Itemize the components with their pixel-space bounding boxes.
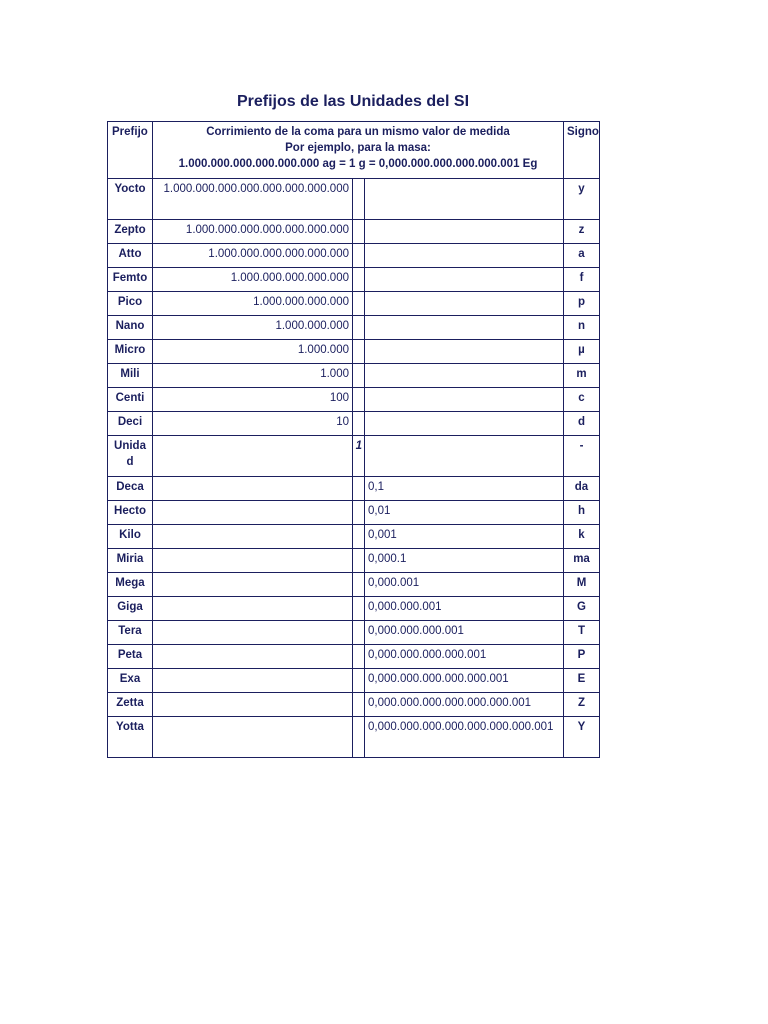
small-value-cell [153, 436, 353, 477]
small-value-cell: 1.000.000.000 [153, 316, 353, 340]
signo-cell: Y [564, 717, 600, 758]
table-row [108, 316, 600, 340]
prefijo-cell: Yocto [108, 179, 153, 220]
prefijo-cell: Peta [108, 645, 153, 669]
unit-value-cell [353, 412, 365, 436]
signo-cell: p [564, 292, 600, 316]
table-header-row [108, 122, 600, 179]
prefijo-cell: Zepto [108, 220, 153, 244]
table-row [108, 412, 600, 436]
small-value-cell: 1.000.000 [153, 340, 353, 364]
unit-value-cell [353, 621, 365, 645]
signo-cell: z [564, 220, 600, 244]
signo-cell: m [564, 364, 600, 388]
unit-value-cell [353, 501, 365, 525]
unit-value-cell [353, 717, 365, 758]
large-value-cell: 0,1 [365, 477, 564, 501]
small-value-cell: 1.000.000.000.000.000.000.000 [153, 220, 353, 244]
unit-value-cell: 1 [353, 436, 365, 477]
table-row [108, 477, 600, 501]
large-value-cell: 0,000.000.000.000.000.000.000.001 [365, 717, 564, 758]
table-row [108, 525, 600, 549]
table-row [108, 388, 600, 412]
table-row [108, 645, 600, 669]
prefijo-cell: Nano [108, 316, 153, 340]
signo-cell: n [564, 316, 600, 340]
table-row [108, 244, 600, 268]
unit-value-cell [353, 340, 365, 364]
table-row [108, 268, 600, 292]
prefijo-cell: Zetta [108, 693, 153, 717]
signo-cell: d [564, 412, 600, 436]
unit-value-cell [353, 573, 365, 597]
page-title: Prefijos de las Unidades del SI [236, 93, 470, 110]
small-value-cell: 10 [153, 412, 353, 436]
unit-value-cell [353, 477, 365, 501]
table-row [108, 597, 600, 621]
prefijo-cell: Unidad [108, 436, 153, 477]
signo-cell: k [564, 525, 600, 549]
si-prefixes-table [107, 121, 600, 758]
unit-value-cell [353, 693, 365, 717]
table-row [108, 220, 600, 244]
table-row [108, 436, 600, 477]
unit-value-cell [353, 388, 365, 412]
small-value-cell [153, 621, 353, 645]
small-value-cell: 100 [153, 388, 353, 412]
small-value-cell [153, 597, 353, 621]
prefijo-cell: Miria [108, 549, 153, 573]
prefijo-cell: Yotta [108, 717, 153, 758]
prefijo-cell: Tera [108, 621, 153, 645]
table-row [108, 573, 600, 597]
small-value-cell: 1.000.000.000.000.000.000 [153, 244, 353, 268]
prefijo-cell: Mega [108, 573, 153, 597]
large-value-cell: 0,000.000.001 [365, 597, 564, 621]
large-value-cell: 0,000.000.000.000.000.000.001 [365, 693, 564, 717]
prefijo-cell: Hecto [108, 501, 153, 525]
signo-cell: M [564, 573, 600, 597]
large-value-cell: 0,000.1 [365, 549, 564, 573]
signo-cell: f [564, 268, 600, 292]
unit-value-cell [353, 525, 365, 549]
prefijo-cell: Kilo [108, 525, 153, 549]
prefijo-cell: Giga [108, 597, 153, 621]
unit-value-cell [353, 364, 365, 388]
small-value-cell [153, 717, 353, 758]
signo-cell: - [564, 436, 600, 477]
large-value-cell: 0,000.000.000.000.001 [365, 645, 564, 669]
table-row [108, 179, 600, 220]
prefijo-cell: Exa [108, 669, 153, 693]
table-body [108, 179, 600, 758]
small-value-cell: 1.000.000.000.000.000 [153, 268, 353, 292]
prefijo-cell: Femto [108, 268, 153, 292]
small-value-cell: 1.000.000.000.000 [153, 292, 353, 316]
prefijo-cell: Micro [108, 340, 153, 364]
signo-cell: y [564, 179, 600, 220]
large-value-cell [365, 244, 564, 268]
prefijo-cell: Atto [108, 244, 153, 268]
large-value-cell [365, 436, 564, 477]
large-value-cell [365, 268, 564, 292]
table-row [108, 364, 600, 388]
prefijo-cell: Centi [108, 388, 153, 412]
header-line-2: Por ejemplo, para la masa: [285, 142, 431, 154]
small-value-cell: 1.000 [153, 364, 353, 388]
signo-cell: a [564, 244, 600, 268]
small-value-cell [153, 693, 353, 717]
signo-cell: µ [564, 340, 600, 364]
signo-cell: h [564, 501, 600, 525]
table-row [108, 292, 600, 316]
unit-value-cell [353, 292, 365, 316]
table-row [108, 621, 600, 645]
signo-cell: E [564, 669, 600, 693]
small-value-cell [153, 477, 353, 501]
large-value-cell [365, 220, 564, 244]
unit-value-cell [353, 669, 365, 693]
unit-value-cell [353, 179, 365, 220]
unit-value-cell [353, 645, 365, 669]
small-value-cell [153, 645, 353, 669]
table-row [108, 549, 600, 573]
unit-value-cell [353, 549, 365, 573]
unit-value-cell [353, 220, 365, 244]
prefijo-cell: Deci [108, 412, 153, 436]
small-value-cell [153, 549, 353, 573]
signo-cell: ma [564, 549, 600, 573]
header-signo: Signo [564, 122, 600, 179]
header-prefijo: Prefijo [108, 122, 153, 179]
large-value-cell: 0,000.000.000.000.000.001 [365, 669, 564, 693]
large-value-cell: 0,000.001 [365, 573, 564, 597]
small-value-cell [153, 501, 353, 525]
header-description [153, 122, 564, 179]
large-value-cell [365, 388, 564, 412]
unit-value-cell [353, 244, 365, 268]
signo-cell: P [564, 645, 600, 669]
large-value-cell [365, 316, 564, 340]
small-value-cell [153, 525, 353, 549]
table-row [108, 717, 600, 758]
signo-cell: da [564, 477, 600, 501]
prefijo-cell: Mili [108, 364, 153, 388]
large-value-cell [365, 179, 564, 220]
prefijo-cell: Deca [108, 477, 153, 501]
table-row [108, 501, 600, 525]
signo-cell: T [564, 621, 600, 645]
table-row [108, 669, 600, 693]
large-value-cell [365, 412, 564, 436]
signo-cell: Z [564, 693, 600, 717]
large-value-cell [365, 340, 564, 364]
table-row [108, 340, 600, 364]
table-row [108, 693, 600, 717]
unit-value-cell [353, 597, 365, 621]
large-value-cell [365, 292, 564, 316]
small-value-cell [153, 669, 353, 693]
prefijo-cell: Pico [108, 292, 153, 316]
large-value-cell: 0,000.000.000.001 [365, 621, 564, 645]
signo-cell: G [564, 597, 600, 621]
header-line-1: Corrimiento de la coma para un mismo valor de medida [206, 126, 510, 138]
signo-cell: c [564, 388, 600, 412]
large-value-cell [365, 364, 564, 388]
header-line-3: 1.000.000.000.000.000.000 ag = 1 g = 0,000.000.000.000.000.001 Eg [178, 158, 538, 170]
unit-value-cell [353, 316, 365, 340]
large-value-cell: 0,001 [365, 525, 564, 549]
large-value-cell: 0,01 [365, 501, 564, 525]
unit-value-cell [353, 268, 365, 292]
small-value-cell [153, 573, 353, 597]
small-value-cell: 1.000.000.000.000.000.000.000.000 [153, 179, 353, 220]
